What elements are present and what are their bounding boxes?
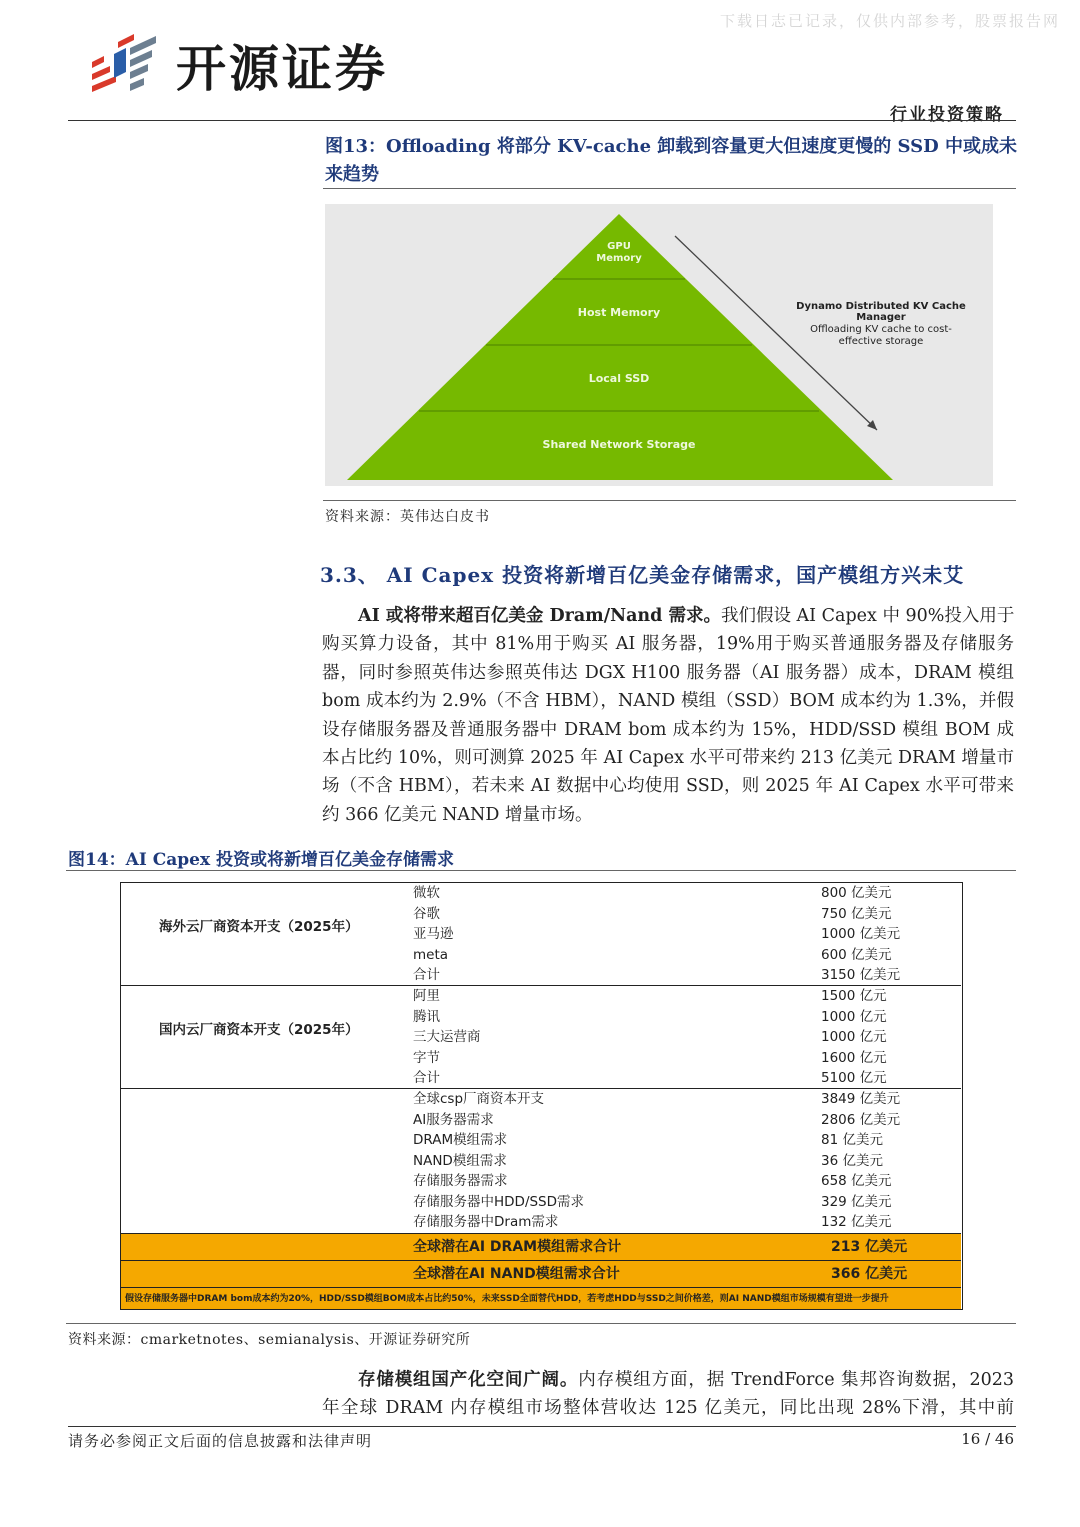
table-row [121, 1110, 961, 1131]
table-row [121, 1068, 961, 1089]
row-name: AI服务器需求 [413, 1111, 494, 1128]
row-value: 600 亿美元 [821, 946, 892, 963]
figure13-source-divider [323, 500, 1016, 501]
row-value: 1600 亿元 [821, 1049, 887, 1066]
pyramid-level-gpu: GPU [607, 241, 631, 252]
figure13-pyramid-diagram [325, 204, 993, 486]
row-name: 全球潜在AI DRAM模组需求合计 [413, 1239, 622, 1255]
section-title: 3.3、 AI Capex 投资将新增百亿美金存储需求，国产模组方兴未艾 [320, 563, 965, 587]
row-name: 合计 [413, 967, 440, 983]
row-name: 腾讯 [413, 1008, 440, 1025]
annotation-line-3: Offloading KV cache to cost- [810, 324, 952, 335]
row-name: DRAM模组需求 [413, 1132, 508, 1148]
table-row [121, 1192, 961, 1213]
row-value: 1000 亿美元 [821, 926, 901, 942]
header-divider [68, 120, 1016, 121]
paragraph-line: 年全球 DRAM 内存模组市场整体营收达 125 亿美元，同比出现 28%下滑，其中前 [322, 1398, 1014, 1419]
row-name: 合计 [413, 1070, 440, 1086]
figure14-title: 图14：AI Capex 投资或将新增百亿美金存储需求 [68, 850, 455, 870]
row-value: 5100 亿元 [821, 1070, 887, 1086]
report-category: 行业投资策略 [890, 105, 1004, 125]
row-value: 213 亿美元 [831, 1239, 908, 1255]
row-value: 2806 亿美元 [821, 1111, 901, 1128]
annotation-line-1: Dynamo Distributed KV Cache [796, 301, 966, 312]
page-number: 16 / 46 [961, 1430, 1014, 1448]
pyramid-level-local-ssd: Local SSD [588, 372, 650, 385]
row-value: 366 亿美元 [831, 1266, 908, 1282]
highlight-row-nand-total [121, 1260, 961, 1287]
row-value: 1000 亿元 [821, 1008, 887, 1025]
row-name: 亚马逊 [413, 926, 454, 942]
table-row [121, 924, 961, 945]
table-row [121, 945, 961, 966]
pyramid-level-shared-storage: Shared Network Storage [542, 438, 696, 451]
row-value: 132 亿美元 [821, 1214, 892, 1230]
row-value: 800 亿美元 [821, 885, 892, 901]
table-row [121, 904, 961, 925]
row-value: 81 亿美元 [821, 1132, 883, 1148]
table-group-overseas [121, 883, 961, 986]
row-value: 329 亿美元 [821, 1193, 892, 1210]
table-footnote: 假设存储服务器中DRAM bom成本约为20%，HDD/SSD模组BOM成本占比约50%，未来SSD全面替代HDD，若考虑HDD与SSD之间价格差，则AI NAND模组市场规模有望进一步提升 [121, 1287, 961, 1309]
row-name: 谷歌 [413, 905, 440, 922]
row-name: 全球csp厂商资本开支 [413, 1091, 545, 1107]
paragraph-localization [322, 1366, 1014, 1423]
table-row [121, 1048, 961, 1069]
footer-divider [68, 1426, 1016, 1427]
table-row [121, 1089, 961, 1110]
brand-mark-icon [90, 32, 160, 98]
footer-disclaimer: 请务必参阅正文后面的信息披露和法律声明 [68, 1432, 373, 1450]
paragraph-line: 器，同时参照英伟达参照英伟达 DGX H100 服务器（AI 服务器）成本，DRAM 模组 [322, 662, 1014, 683]
row-value: 3849 亿美元 [821, 1091, 901, 1107]
figure14-capex-table [120, 882, 963, 1310]
row-name: meta [413, 946, 449, 963]
highlight-row-dram-total [121, 1233, 961, 1260]
watermark: 下载日志已记录，仅供内部参考，股票报告网 [719, 12, 1060, 30]
paragraph-line: 本占比约 10%，则可测算 2025 年 AI Capex 水平可带来约 213 亿美元 DRAM 增量市 [322, 747, 1014, 768]
group-label: 海外云厂商资本开支（2025年） [159, 919, 359, 935]
row-name: 微软 [413, 885, 440, 901]
paragraph-ai-demand [322, 602, 1014, 829]
table-row [121, 1212, 961, 1233]
paragraph-line: bom 成本约为 2.9%（不含 HBM），NAND 模组（SSD）BOM 成本约为 1.3%，并假 [322, 691, 1014, 712]
table-row [121, 1151, 961, 1172]
table-row [121, 1130, 961, 1151]
paragraph-lead: 存储模组国产化空间广阔。 [358, 1370, 579, 1390]
row-name: 存储服务器需求 [413, 1173, 508, 1189]
row-name: 阿里 [413, 988, 440, 1004]
paragraph-line: AI 或将带来超百亿美金 Dram/Nand 需求。我们假设 AI Capex 中 90%投入用于 [358, 606, 1015, 626]
table-row [121, 1027, 961, 1048]
table-row [121, 1007, 961, 1028]
pyramid-level-host-memory: Host Memory [577, 306, 661, 319]
row-name: 存储服务器中Dram需求 [413, 1214, 559, 1230]
figure14-title-divider [66, 870, 1016, 871]
row-value: 750 亿美元 [821, 905, 892, 922]
row-value: 1000 亿元 [821, 1029, 887, 1045]
paragraph-line: 存储模组国产化空间广阔。内存模组方面，据 TrendForce 集邦咨询数据，2023 [358, 1370, 1014, 1390]
pyramid-level-memory: Memory [596, 253, 642, 264]
row-value: 1500 亿元 [821, 988, 887, 1004]
figure13-source: 资料来源：英伟达白皮书 [325, 509, 490, 525]
paragraph-line: 设存储服务器及普通服务器中 DRAM bom 成本约为 15%，HDD/SSD 模组 BOM 成 [322, 719, 1014, 740]
table-row [121, 1171, 961, 1192]
annotation-line-4: effective storage [838, 336, 924, 347]
row-value: 658 亿美元 [821, 1173, 892, 1189]
figure13-title: 图13：Offloading 将部分 KV-cache 卸载到容量更大但速度更慢的 SSD 中或成未来趋势 [325, 136, 1018, 185]
figure14-source: 资料来源：cmarketnotes、semianalysis、开源证券研究所 [68, 1332, 471, 1348]
row-name: 全球潜在AI NAND模组需求合计 [413, 1266, 620, 1282]
table-row [121, 965, 961, 986]
paragraph-line: 场（不含 HBM），若未来 AI 数据中心均使用 SSD，则 2025 年 AI Capex 水平可带来 [322, 776, 1014, 797]
table-row [121, 986, 961, 1007]
table-group-domestic [121, 986, 961, 1089]
row-name: 存储服务器中HDD/SSD需求 [413, 1193, 585, 1210]
row-name: NAND模组需求 [413, 1152, 507, 1169]
row-value: 3150 亿美元 [821, 967, 901, 983]
table-group-global [121, 1089, 961, 1234]
group-label: 国内云厂商资本开支（2025年） [159, 1022, 359, 1038]
brand-logo [90, 32, 388, 98]
table-row [121, 883, 961, 904]
figure14-source-divider [66, 1323, 1016, 1324]
figure13-title-divider [323, 188, 1016, 189]
row-name: 字节 [413, 1049, 440, 1066]
paragraph-line: 约 366 亿美元 NAND 增量市场。 [322, 804, 593, 825]
paragraph-line: 购买算力设备，其中 81%用于购买 AI 服务器，19%用于购买普通服务器及存储服务 [322, 634, 1014, 655]
paragraph-lead: AI 或将带来超百亿美金 Dram/Nand 需求。 [358, 606, 721, 626]
brand-name: 开源证券 [176, 40, 388, 98]
annotation-line-2: Manager [856, 312, 906, 323]
row-value: 36 亿美元 [821, 1152, 883, 1169]
row-name: 三大运营商 [413, 1029, 481, 1045]
